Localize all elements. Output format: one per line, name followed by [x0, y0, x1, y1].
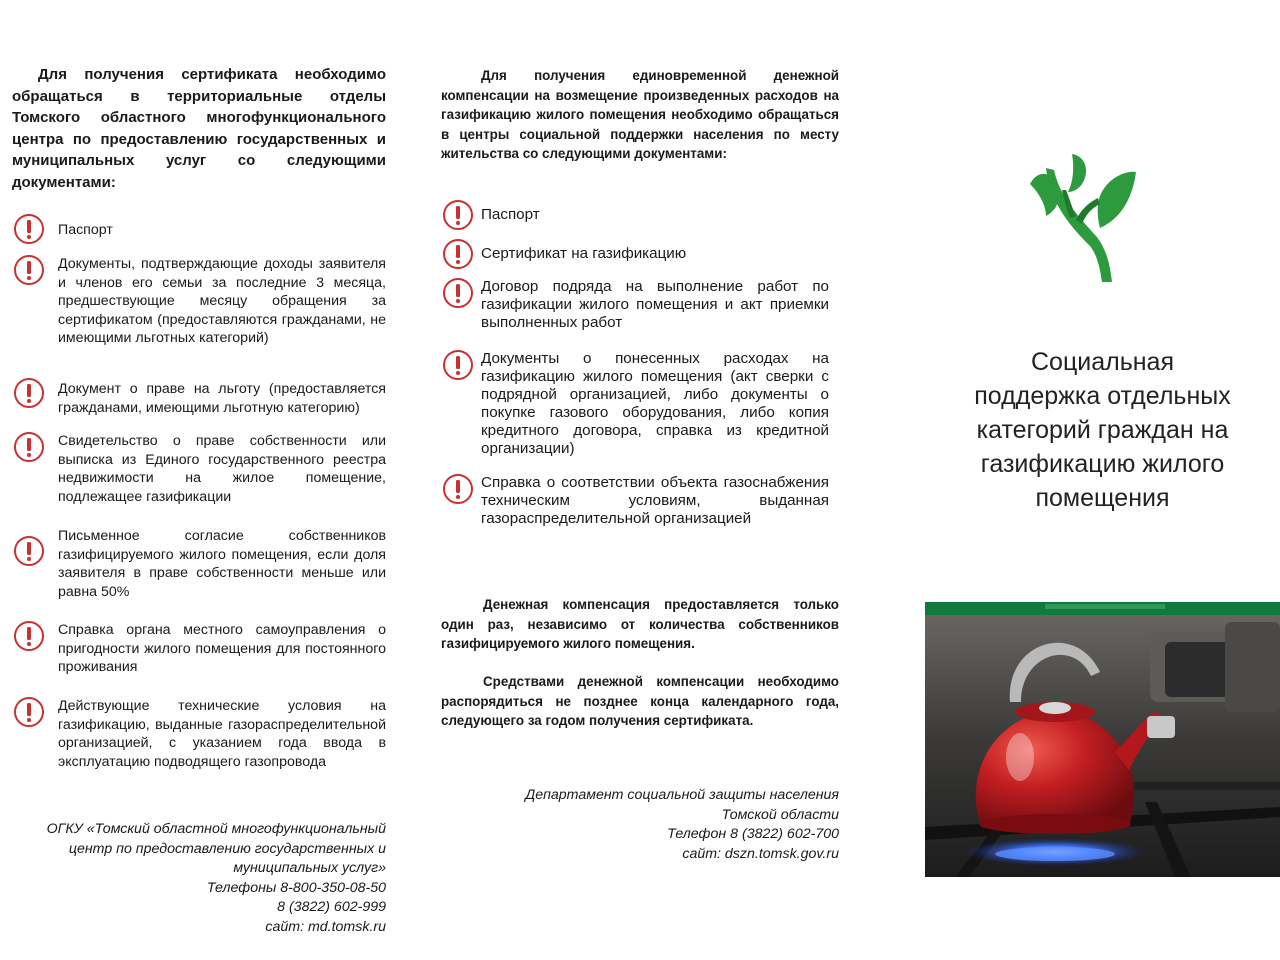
list-item-text: Сертификат на газификацию: [481, 244, 687, 262]
right-column: [925, 0, 1280, 960]
red-kettle-on-gas-stove-icon: [925, 602, 1280, 877]
list-item-text: Письменное согласие собственников газифицируемого жилого помещения, если доля заявителя в праве собственности меньше или равна 50%: [58, 528, 386, 600]
exclamation-icon: [443, 350, 473, 380]
exclamation-icon: [14, 432, 44, 462]
footer-line: муниципальных услуг»: [233, 860, 386, 876]
middle-footer-contacts: [525, 786, 839, 864]
footer-phone: Телефон 8 (3822) 602-700: [667, 826, 839, 842]
footer-phone: Телефоны 8-800-350-08-50: [206, 879, 386, 896]
compensation-note: Денежная компенсация предоставляется только один раз, независимо от количества собственников газифицируемого жилого помещения.: [441, 597, 839, 652]
footer-line: ОГКУ «Томский областной многофункциональный: [46, 821, 386, 837]
exclamation-icon: [443, 278, 473, 308]
exclamation-icon: [14, 378, 44, 408]
list-item-text: Документ о праве на льготу (предоставляется гражданами, имеющими льготную категорию): [58, 381, 386, 416]
list-item-text: Паспорт: [58, 222, 113, 238]
exclamation-icon: [443, 239, 473, 269]
middle-intro: Для получения единовременной денежной компенсации на возмещение произведенных расходов на газификацию жилого помещения необходимо обращаться в центры социальной поддержки населения по месту жительства со следующими документами:: [441, 68, 839, 162]
exclamation-icon: [14, 214, 44, 244]
left-intro: Для получения сертификата необходимо обращаться в территориальные отделы Томского областного многофункционального центра по предоставлению государственных и муниципальных услуг со следующими документами:: [12, 66, 386, 191]
title-line: Социальная: [1030, 348, 1174, 376]
footer-line: Томской области: [721, 806, 839, 823]
exclamation-icon: [14, 621, 44, 651]
footer-phone: 8 (3822) 602-999: [277, 899, 386, 915]
title-line: помещения: [1035, 484, 1170, 512]
exclamation-icon: [443, 200, 473, 230]
green-sprout-logo-icon: [1028, 150, 1138, 285]
footer-line: Департамент социальной защиты населения: [525, 787, 839, 803]
exclamation-icon: [14, 697, 44, 727]
footer-website: сайт: dszn.tomsk.gov.ru: [682, 845, 839, 862]
list-item-text: Документы, подтверждающие доходы заявителя и членов его семьи за последние 3 месяца, предшествующие месяцу обращения за сертификатом (предоставляются гражданами, не имеющими льготных категорий): [58, 256, 386, 346]
list-item-text: Свидетельство о праве собственности или выписка из Единого государственного реестра недвижимости на жилое помещение, подлежащее газификации: [58, 433, 386, 505]
footer-line: центр по предоставлению государственных и: [68, 840, 386, 857]
deadline-note: Средствами денежной компенсации необходимо распорядиться не позднее конца календарного года, следующего за годом получения сертификата.: [441, 674, 839, 729]
list-item-text: Паспорт: [481, 205, 540, 223]
list-item-text: Справка о соответствии объекта газоснабжения техническим условиям, выданная газораспределительной организацией: [481, 473, 829, 527]
footer-website: сайт: md.tomsk.ru: [265, 918, 386, 935]
list-item-text: Действующие технические условия на газификацию, выданные газораспределительной организацией, с указанием года ввода в эксплуатацию подводящего газопровода: [58, 698, 386, 770]
title-line: газификацию жилого: [980, 450, 1225, 478]
left-footer-contacts: [47, 820, 386, 937]
title-line: категорий граждан на: [976, 416, 1229, 444]
exclamation-icon: [443, 474, 473, 504]
list-item-text: Документы о понесенных расходах на газификацию жилого помещения (акт сверки с подрядной организацией, либо документы о покупке газового оборудования, либо копия кредитного договора, справка из кредитной организации): [481, 349, 829, 457]
middle-column: [441, 66, 839, 862]
list-item-text: Договор подряда на выполнение работ по газификации жилого помещения и акт приемки выполненных работ: [481, 277, 829, 331]
exclamation-icon: [14, 536, 44, 566]
brochure-title: [925, 345, 1280, 515]
left-column: [12, 64, 386, 935]
title-line: поддержка отдельных: [974, 382, 1231, 410]
list-item-text: Справка органа местного самоуправления о пригодности жилого помещения для постоянного проживания: [58, 622, 386, 675]
exclamation-icon: [14, 255, 44, 285]
